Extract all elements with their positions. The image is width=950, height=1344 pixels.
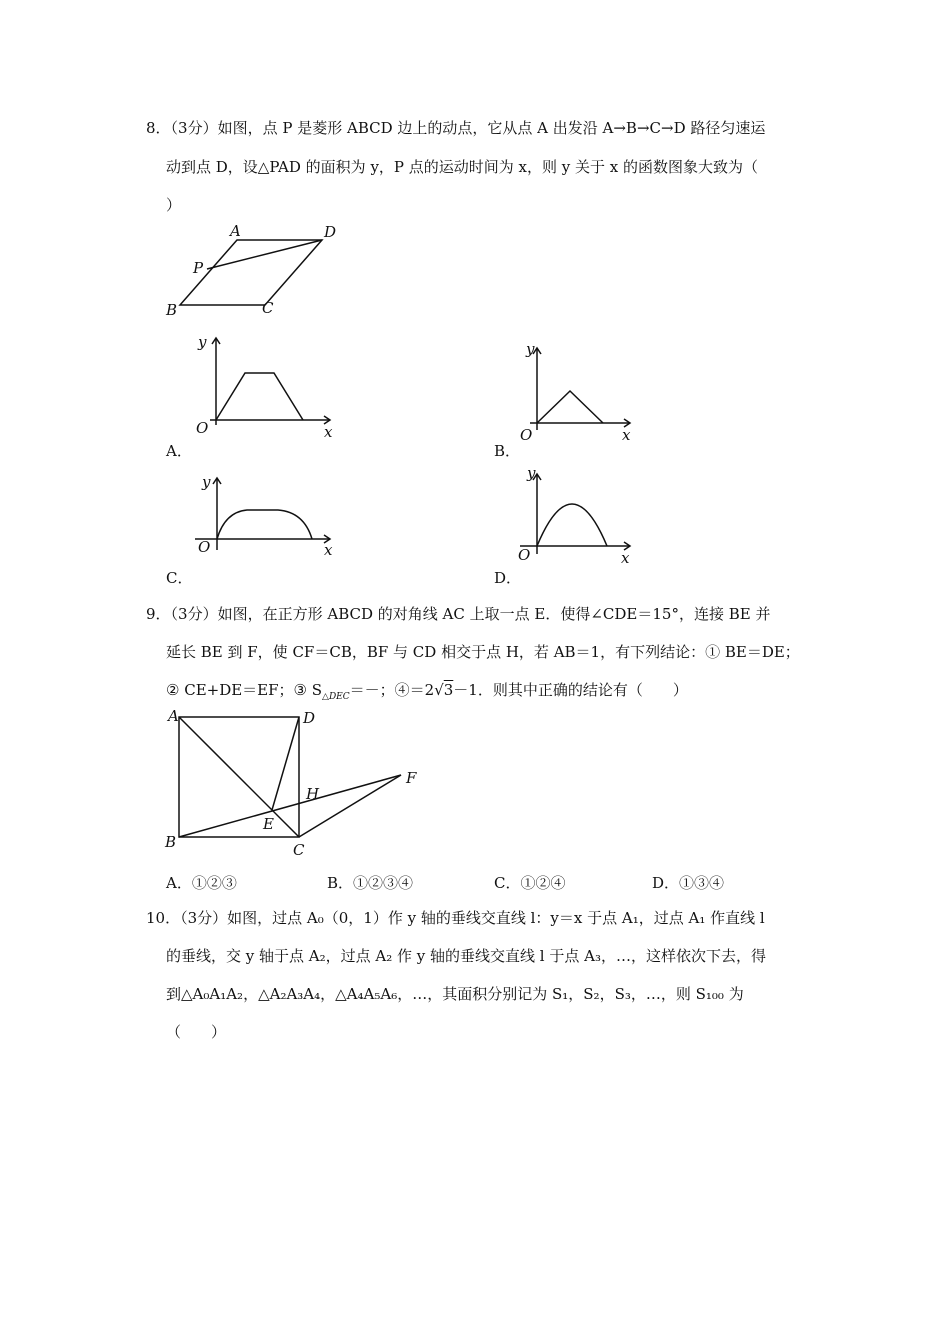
q8-rhombus-figure [160,220,350,320]
label-b: B [166,301,178,319]
q8-option-a[interactable]: A． [166,442,192,460]
arc-curve [217,510,312,539]
q9-line3 [166,680,688,707]
q10-score: （3分） [180,909,228,927]
label-f: F [406,769,417,787]
q10-text-1: 如图，过点 A₀（0，1）作 y 轴的垂线交直线 l：y＝x 于点 A₁，过点 A₁ 作直线 l [227,909,765,927]
q8-line1 [146,118,765,138]
q8-option-d-graph [515,462,645,567]
x-label: x [622,426,631,444]
q10-line1 [146,908,765,928]
q9-text-3-sqrt: 3 [443,681,454,699]
q8-option-c-graph [190,470,345,565]
q9-text-3b: ＝－；④＝2 [349,681,435,699]
q10-number: 10． [146,909,181,927]
label-b: B [165,833,177,851]
label-p: P [193,259,204,277]
q9-option-b[interactable]: B．①②③④ [327,874,414,892]
q9-option-c[interactable]: C．①②④ [494,874,566,892]
x-label: x [324,541,333,559]
x-label: x [324,423,333,440]
sqrt-icon: √ [434,681,444,699]
y-label: y [198,333,207,351]
q9-text-1: 如图，在正方形 ABCD 的对角线 AC 上取一点 E．使得∠CDE＝15°，连接 BE 并 [217,605,771,623]
q8-number: 8． [146,119,171,137]
label-a: A [168,707,179,725]
origin-label: O [196,419,209,437]
q8-text-1: 如图，点 P 是菱形 ABCD 边上的动点，它从点 A 出发沿 A→B→C→D 路径匀速运 [217,119,766,137]
q8-option-d[interactable]: D． [494,569,522,587]
q9-text-3c: －1．则其中正确的结论有（ ） [453,681,688,699]
origin-label: O [520,426,533,444]
segment-de [272,717,299,810]
q9-option-d[interactable]: D．①③④ [652,874,725,892]
q9-square-figure [160,705,430,860]
label-c: C [262,299,274,317]
label-a: A [230,222,241,240]
q9-line1 [146,604,770,624]
label-d: D [303,709,316,727]
q10-line4: （ ） [166,1023,227,1041]
label-d: D [324,223,337,241]
origin-label: O [198,538,211,556]
y-label: y [202,473,211,491]
q9-score: （3分） [170,605,218,623]
q8-option-c[interactable]: C． [166,569,193,587]
q8-score: （3分） [170,119,218,137]
origin-label: O [518,546,531,564]
q8-line2: 动到点 D，设△PAD 的面积为 y，P 点的运动时间为 x，则 y 关于 x 的函数图象大致为（ [166,158,759,176]
q8-option-a-graph [190,330,345,440]
q8-line3: ） [166,196,182,214]
y-label: y [527,464,536,482]
label-e: E [263,815,274,833]
q9-text-3a: ② CE+DE＝EF；③ S [166,681,323,699]
label-c: C [293,841,305,859]
trapezoid-curve [216,373,303,420]
q9-option-a[interactable]: A．①②③ [166,874,237,892]
label-h: H [306,785,320,803]
q9-text-3-sub: △DEC [322,692,350,702]
x-label: x [621,549,630,567]
q9-number: 9． [146,605,171,623]
q10-line2: 的垂线，交 y 轴于点 A₂，过点 A₂ 作 y 轴的垂线交直线 l 于点 A₃，…，这样依次下去，得 [166,947,766,965]
parabola-curve [537,504,607,546]
q8-option-b[interactable]: B． [494,442,521,460]
triangle-curve [537,391,603,423]
q8-option-b-graph [515,338,645,448]
q10-line3: 到△A₀A₁A₂，△A₂A₃A₄，△A₄A₅A₆，…，其面积分别记为 S₁，S₂，S₃，…，则 S₁₀₀ 为 [166,985,744,1003]
y-label: y [526,340,535,358]
q9-line2: 延长 BE 到 F，使 CF＝CB，BF 与 CD 相交于点 H，若 AB＝1，有下列结论：① BE＝DE； [166,643,800,661]
